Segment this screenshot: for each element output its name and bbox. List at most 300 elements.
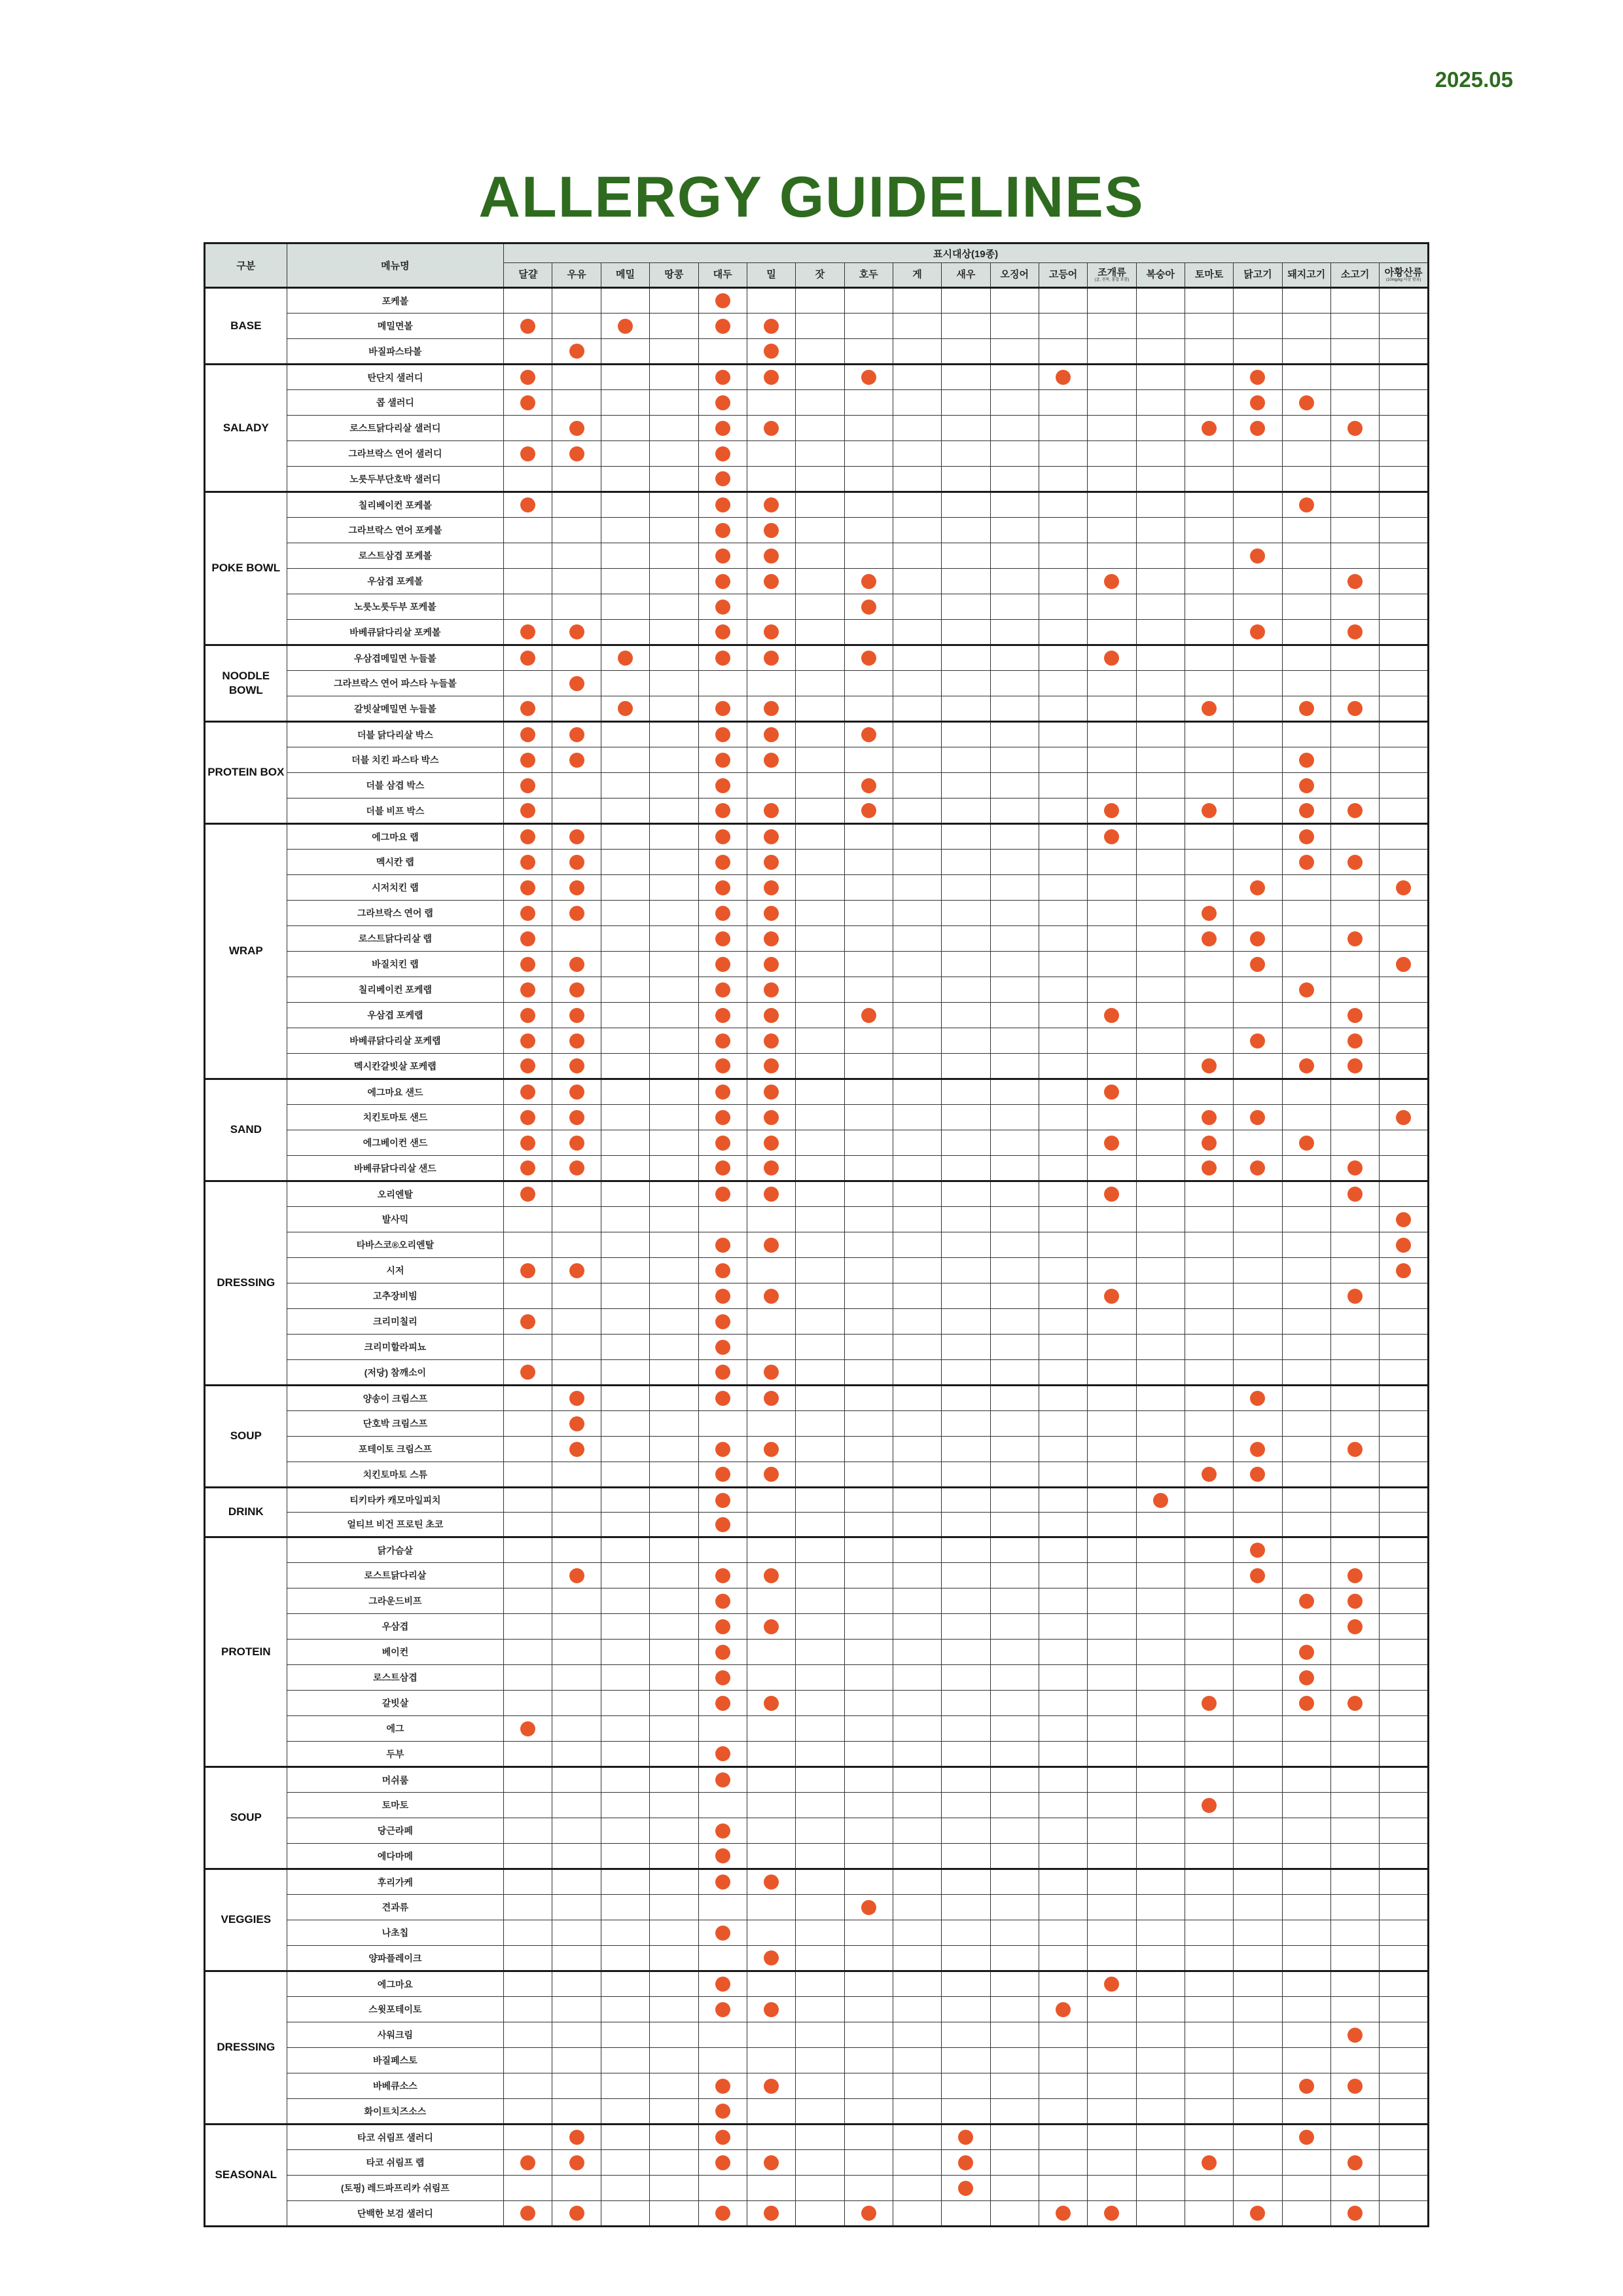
allergen-cell: [1136, 1742, 1185, 1767]
allergen-cell: [552, 1793, 601, 1818]
allergen-cell: [1380, 1105, 1429, 1130]
allergen-cell: [601, 620, 649, 645]
allergen-cell: [1185, 1537, 1233, 1563]
allergen-cell: [1039, 1181, 1087, 1207]
table-row: [205, 1920, 1429, 1946]
allergen-cell: [601, 1028, 649, 1054]
allergen-cell: [844, 773, 893, 798]
allergen-marker-dot: [1250, 880, 1265, 895]
allergen-cell: [1185, 798, 1233, 824]
allergen-cell: [942, 2125, 990, 2150]
allergen-marker-dot: [1347, 855, 1363, 870]
allergen-marker-dot: [1056, 2002, 1071, 2017]
allergen-cell: [1088, 2201, 1136, 2227]
table-row: [205, 722, 1429, 747]
allergen-cell: [747, 2176, 795, 2201]
menu-name: 후리가케: [287, 1869, 504, 1895]
allergen-cell: [552, 2125, 601, 2150]
allergen-cell: [1136, 1895, 1185, 1920]
allergen-cell: [1136, 1258, 1185, 1283]
allergen-cell: [1234, 1920, 1282, 1946]
allergen-cell: [1282, 2048, 1330, 2073]
allergen-marker-dot: [764, 497, 779, 512]
allergen-cell: [747, 1588, 795, 1614]
allergen-label: 토마토: [1194, 269, 1224, 281]
allergen-cell: [893, 1614, 941, 1640]
allergen-cell: [1282, 1003, 1330, 1028]
allergen-cell: [893, 901, 941, 926]
allergen-cell: [698, 1767, 747, 1793]
menu-name: 멕시칸 랩: [287, 850, 504, 875]
allergen-marker-dot: [715, 600, 730, 615]
allergen-cell: [1039, 875, 1087, 901]
allergen-cell: [990, 2048, 1039, 2073]
allergen-marker-dot: [618, 701, 633, 716]
allergen-marker-dot: [1104, 574, 1119, 589]
allergen-cell: [601, 875, 649, 901]
allergen-cell: [1234, 1869, 1282, 1895]
allergen-cell: [698, 952, 747, 977]
allergen-cell: [650, 1614, 698, 1640]
allergen-cell: [504, 1156, 552, 1181]
allergen-header: [1330, 263, 1379, 288]
allergen-cell: [552, 2048, 601, 2073]
allergen-cell: [1234, 1462, 1282, 1488]
allergen-cell: [893, 1997, 941, 2022]
menu-name: 갈빗살메밀면 누들볼: [287, 696, 504, 722]
allergen-cell: [1088, 1513, 1136, 1537]
allergen-cell: [942, 2099, 990, 2125]
allergen-cell: [1136, 2099, 1185, 2125]
allergen-cell: [1380, 288, 1429, 314]
allergen-cell: [1330, 696, 1379, 722]
allergen-cell: [504, 1437, 552, 1462]
allergen-cell: [1185, 2201, 1233, 2227]
allergen-cell: [698, 1997, 747, 2022]
allergen-cell: [893, 1665, 941, 1691]
allergen-cell: [796, 773, 844, 798]
allergen-marker-dot: [1104, 829, 1119, 844]
allergen-marker-dot: [520, 1263, 535, 1278]
allergen-cell: [942, 339, 990, 365]
allergen-marker-dot: [715, 2104, 730, 2119]
allergen-cell: [1380, 2201, 1429, 2227]
allergen-marker-dot: [715, 2130, 730, 2145]
allergen-cell: [1234, 875, 1282, 901]
table-row: [205, 518, 1429, 543]
allergen-cell: [1039, 2022, 1087, 2048]
allergen-cell: [747, 1793, 795, 1818]
allergen-cell: [1380, 1437, 1429, 1462]
allergen-cell: [844, 1411, 893, 1437]
allergen-cell: [650, 952, 698, 977]
allergen-cell: [1039, 1640, 1087, 1665]
allergen-cell: [893, 1844, 941, 1869]
allergen-marker-dot: [1299, 1058, 1314, 1073]
allergen-header: [552, 263, 601, 288]
allergen-cell: [1088, 1614, 1136, 1640]
allergen-cell: [601, 416, 649, 441]
allergen-cell: [796, 2022, 844, 2048]
allergen-marker-dot: [764, 727, 779, 742]
allergen-cell: [893, 926, 941, 952]
allergen-cell: [1380, 339, 1429, 365]
allergen-cell: [942, 901, 990, 926]
allergen-cell: [844, 2073, 893, 2099]
allergen-cell: [1136, 441, 1185, 467]
allergen-marker-dot: [715, 523, 730, 538]
allergen-marker-dot: [715, 1365, 730, 1380]
allergen-marker-dot: [569, 753, 584, 768]
allergen-cell: [1136, 850, 1185, 875]
allergen-marker-dot: [715, 1772, 730, 1787]
allergen-cell: [650, 696, 698, 722]
table-row: [205, 1844, 1429, 1869]
allergen-cell: [1088, 288, 1136, 314]
allergen-cell: [796, 1054, 844, 1079]
allergen-cell: [601, 1869, 649, 1895]
table-row: [205, 1742, 1429, 1767]
allergen-cell: [844, 492, 893, 518]
allergen-cell: [747, 977, 795, 1003]
allergen-cell: [698, 1360, 747, 1386]
allergen-cell: [1330, 824, 1379, 850]
allergen-marker-dot: [1202, 1467, 1217, 1482]
allergen-label: 메밀: [615, 269, 635, 281]
allergen-cell: [1039, 773, 1087, 798]
allergen-cell: [942, 492, 990, 518]
table-row: [205, 1181, 1429, 1207]
allergen-cell: [1136, 1844, 1185, 1869]
allergen-cell: [990, 926, 1039, 952]
allergen-marker-dot: [1250, 2206, 1265, 2221]
allergen-cell: [942, 645, 990, 671]
allergen-marker-dot: [715, 1594, 730, 1609]
allergen-cell: [1330, 1614, 1379, 1640]
allergen-cell: [698, 1818, 747, 1844]
allergen-marker-dot: [715, 471, 730, 486]
allergen-cell: [1185, 2022, 1233, 2048]
allergen-cell: [990, 645, 1039, 671]
allergen-cell: [1234, 1283, 1282, 1309]
allergen-marker-dot: [1347, 1187, 1363, 1202]
allergen-marker-dot: [1202, 1110, 1217, 1125]
allergen-cell: [796, 1207, 844, 1232]
allergen-marker-dot: [1396, 880, 1411, 895]
allergen-header: [1380, 263, 1429, 288]
allergen-cell: [990, 1665, 1039, 1691]
allergen-cell: [1039, 314, 1087, 339]
category-label: SAND: [205, 1079, 287, 1181]
allergen-cell: [1136, 1767, 1185, 1793]
allergen-cell: [990, 1462, 1039, 1488]
allergen-cell: [1380, 926, 1429, 952]
table-row: [205, 1640, 1429, 1665]
allergen-cell: [1136, 467, 1185, 492]
allergen-cell: [1380, 518, 1429, 543]
allergen-cell: [844, 594, 893, 620]
menu-name: 우삼겹 포케랩: [287, 1003, 504, 1028]
allergen-cell: [990, 416, 1039, 441]
allergen-cell: [650, 2048, 698, 2073]
allergen-cell: [650, 671, 698, 696]
allergen-cell: [601, 1386, 649, 1411]
allergen-cell: [1330, 1818, 1379, 1844]
allergen-cell: [1039, 1513, 1087, 1537]
allergen-cell: [1234, 1665, 1282, 1691]
allergen-cell: [796, 543, 844, 569]
allergen-cell: [747, 1920, 795, 1946]
allergen-cell: [796, 926, 844, 952]
allergen-marker-dot: [1250, 1033, 1265, 1049]
allergen-cell: [796, 2176, 844, 2201]
allergen-cell: [942, 543, 990, 569]
allergen-cell: [1234, 314, 1282, 339]
allergen-cell: [796, 2125, 844, 2150]
allergen-cell: [1282, 2022, 1330, 2048]
allergen-cell: [1282, 1028, 1330, 1054]
allergen-cell: [796, 1360, 844, 1386]
allergen-cell: [1185, 467, 1233, 492]
allergen-cell: [747, 365, 795, 390]
allergen-cell: [747, 1513, 795, 1537]
allergen-cell: [1039, 1920, 1087, 1946]
allergen-cell: [1136, 518, 1185, 543]
menu-name: 그라운드비프: [287, 1588, 504, 1614]
allergen-cell: [844, 365, 893, 390]
allergen-cell: [1185, 543, 1233, 569]
allergen-cell: [1330, 390, 1379, 416]
allergen-cell: [942, 1614, 990, 1640]
allergen-cell: [650, 365, 698, 390]
allergen-cell: [1234, 569, 1282, 594]
allergen-cell: [552, 1309, 601, 1335]
allergen-cell: [698, 901, 747, 926]
allergen-cell: [1330, 977, 1379, 1003]
allergen-cell: [504, 1309, 552, 1335]
allergen-cell: [844, 1437, 893, 1462]
allergen-cell: [1330, 518, 1379, 543]
allergen-cell: [1039, 1079, 1087, 1105]
allergen-cell: [1330, 467, 1379, 492]
allergen-cell: [650, 1003, 698, 1028]
menu-name: 크리미할라피뇨: [287, 1335, 504, 1360]
allergen-marker-dot: [715, 982, 730, 997]
allergen-cell: [504, 1283, 552, 1309]
allergen-cell: [698, 1946, 747, 1971]
allergen-cell: [650, 441, 698, 467]
table-row: [205, 1767, 1429, 1793]
allergen-cell: [1282, 1920, 1330, 1946]
allergen-cell: [893, 543, 941, 569]
allergen-marker-dot: [520, 1187, 535, 1202]
allergen-cell: [942, 1818, 990, 1844]
allergen-cell: [601, 1818, 649, 1844]
allergen-cell: [893, 569, 941, 594]
allergen-cell: [747, 696, 795, 722]
allergen-cell: [747, 1181, 795, 1207]
menu-name: 에다마메: [287, 1844, 504, 1869]
allergen-cell: [796, 1130, 844, 1156]
allergen-cell: [504, 339, 552, 365]
allergen-marker-dot: [1250, 624, 1265, 639]
allergen-cell: [1136, 416, 1185, 441]
allergen-label: 아황산류: [1384, 267, 1423, 279]
allergen-cell: [1330, 1640, 1379, 1665]
allergen-cell: [942, 850, 990, 875]
table-row: [205, 1232, 1429, 1258]
allergen-cell: [1136, 390, 1185, 416]
allergen-cell: [1185, 1079, 1233, 1105]
allergen-cell: [747, 467, 795, 492]
allergen-cell: [1088, 1640, 1136, 1665]
allergen-cell: [504, 492, 552, 518]
allergen-marker-dot: [1299, 2079, 1314, 2094]
allergen-header: [893, 263, 941, 288]
allergen-cell: [601, 441, 649, 467]
allergen-cell: [747, 1716, 795, 1742]
allergen-cell: [1282, 1588, 1330, 1614]
allergen-cell: [1330, 747, 1379, 773]
allergen-cell: [747, 1054, 795, 1079]
allergen-marker-dot: [520, 446, 535, 461]
allergen-cell: [504, 824, 552, 850]
allergen-cell: [747, 671, 795, 696]
allergen-cell: [601, 2022, 649, 2048]
allergen-cell: [1234, 1156, 1282, 1181]
allergen-cell: [942, 1283, 990, 1309]
allergen-cell: [1380, 1513, 1429, 1537]
allergen-cell: [1136, 747, 1185, 773]
table-row: [205, 1335, 1429, 1360]
menu-name: 칠리베이컨 포케볼: [287, 492, 504, 518]
allergen-marker-dot: [569, 2206, 584, 2221]
allergen-cell: [796, 1563, 844, 1588]
table-row: [205, 1309, 1429, 1335]
table-row: [205, 2099, 1429, 2125]
allergen-cell: [650, 1181, 698, 1207]
allergen-cell: [1088, 952, 1136, 977]
allergen-cell: [1136, 1793, 1185, 1818]
allergen-marker-dot: [715, 1645, 730, 1660]
allergen-cell: [1039, 1309, 1087, 1335]
allergen-cell: [747, 798, 795, 824]
allergen-cell: [844, 1818, 893, 1844]
allergen-cell: [893, 1283, 941, 1309]
allergen-header: [504, 263, 552, 288]
allergen-cell: [504, 1513, 552, 1537]
allergen-cell: [1282, 1716, 1330, 1742]
allergen-cell: [601, 569, 649, 594]
allergen-cell: [1330, 2073, 1379, 2099]
allergen-cell: [601, 1156, 649, 1181]
allergen-cell: [1234, 1488, 1282, 1513]
allergen-cell: [1136, 1563, 1185, 1588]
allergen-cell: [504, 2176, 552, 2201]
allergen-cell: [1039, 620, 1087, 645]
allergen-cell: [990, 1028, 1039, 1054]
category-label: VEGGIES: [205, 1869, 287, 1971]
allergen-cell: [650, 2022, 698, 2048]
allergen-cell: [1282, 671, 1330, 696]
allergen-marker-dot: [715, 931, 730, 946]
allergen-cell: [1136, 1665, 1185, 1691]
allergen-cell: [504, 543, 552, 569]
allergen-cell: [844, 1386, 893, 1411]
allergen-cell: [1234, 1309, 1282, 1335]
allergen-cell: [747, 518, 795, 543]
allergen-cell: [942, 2022, 990, 2048]
allergen-cell: [552, 1895, 601, 1920]
allergen-cell: [844, 1920, 893, 1946]
allergen-cell: [1088, 339, 1136, 365]
allergen-cell: [552, 1844, 601, 1869]
allergen-cell: [552, 2176, 601, 2201]
allergen-marker-dot: [1250, 1543, 1265, 1558]
allergen-cell: [504, 1360, 552, 1386]
allergen-cell: [650, 926, 698, 952]
allergen-cell: [796, 365, 844, 390]
menu-name: 베이컨: [287, 1640, 504, 1665]
table-row: [205, 1360, 1429, 1386]
allergen-cell: [601, 390, 649, 416]
allergen-cell: [747, 416, 795, 441]
allergen-cell: [893, 2201, 941, 2227]
menu-name: 타바스코®오리엔탈: [287, 1232, 504, 1258]
menu-name: 당근라페: [287, 1818, 504, 1844]
allergen-cell: [1330, 952, 1379, 977]
allergen-marker-dot: [861, 727, 876, 742]
allergen-cell: [990, 1437, 1039, 1462]
allergen-cell: [1136, 1335, 1185, 1360]
allergen-marker-dot: [1396, 1263, 1411, 1278]
allergen-marker-dot: [1347, 1568, 1363, 1583]
allergen-cell: [552, 1386, 601, 1411]
allergen-marker-dot: [1104, 651, 1119, 666]
allergen-cell: [1330, 288, 1379, 314]
allergen-cell: [698, 773, 747, 798]
allergen-marker-dot: [1299, 701, 1314, 716]
allergen-marker-dot: [1347, 1289, 1363, 1304]
allergen-cell: [990, 441, 1039, 467]
allergen-cell: [796, 1156, 844, 1181]
allergen-cell: [1136, 1181, 1185, 1207]
allergen-cell: [698, 1563, 747, 1588]
allergen-cell: [990, 2099, 1039, 2125]
allergen-marker-dot: [569, 1033, 584, 1049]
table-row: [205, 390, 1429, 416]
allergen-cell: [552, 1360, 601, 1386]
allergen-cell: [844, 952, 893, 977]
allergen-cell: [1330, 416, 1379, 441]
allergen-cell: [1282, 1437, 1330, 1462]
allergen-cell: [504, 2048, 552, 2073]
allergen-cell: [1185, 1462, 1233, 1488]
allergen-cell: [796, 1386, 844, 1411]
allergen-cell: [650, 1054, 698, 1079]
allergen-cell: [552, 1614, 601, 1640]
allergen-cell: [1380, 1563, 1429, 1588]
allergen-cell: [601, 1488, 649, 1513]
allergen-cell: [990, 1537, 1039, 1563]
allergen-cell: [1185, 1232, 1233, 1258]
allergen-cell: [504, 1742, 552, 1767]
allergen-cell: [942, 1946, 990, 1971]
allergen-marker-dot: [764, 1391, 779, 1406]
allergen-cell: [844, 901, 893, 926]
allergen-cell: [990, 288, 1039, 314]
allergen-cell: [1185, 1614, 1233, 1640]
